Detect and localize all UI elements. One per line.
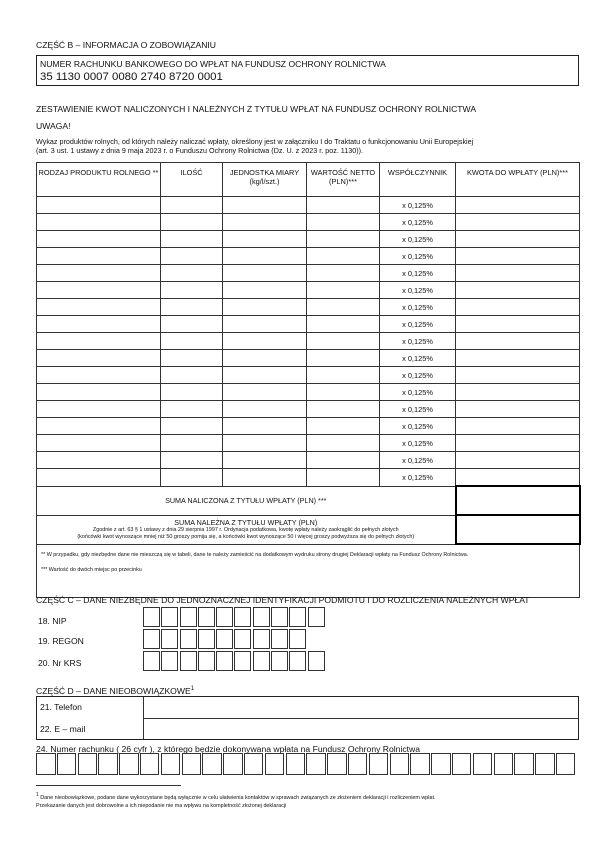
coefficient-cell: x 0,125% xyxy=(380,299,456,316)
input-cell[interactable] xyxy=(37,333,161,350)
digit-box[interactable] xyxy=(271,629,288,649)
coefficient-cell: x 0,125% xyxy=(380,469,456,487)
digit-box[interactable] xyxy=(180,607,197,627)
input-cell[interactable] xyxy=(307,367,380,384)
input-cell[interactable] xyxy=(37,350,161,367)
digit-box[interactable] xyxy=(57,753,77,775)
header-unit: JEDNOSTKA MIARY (kg/l/szt.) xyxy=(223,163,307,197)
table-row xyxy=(37,367,580,384)
input-cell[interactable] xyxy=(456,248,580,265)
digit-box[interactable] xyxy=(198,651,215,671)
account-number: 35 1130 0007 0080 2740 8720 0001 xyxy=(40,71,223,83)
input-cell[interactable] xyxy=(456,401,580,418)
digit-box[interactable] xyxy=(265,753,285,775)
input-cell[interactable] xyxy=(456,333,580,350)
input-cell[interactable] xyxy=(307,316,380,333)
input-cell[interactable] xyxy=(223,299,307,316)
input-cell[interactable] xyxy=(37,435,161,452)
digit-box[interactable] xyxy=(161,629,178,649)
input-cell[interactable] xyxy=(307,333,380,350)
input-cell[interactable] xyxy=(223,401,307,418)
digit-box[interactable] xyxy=(180,629,197,649)
sum-calculated-label xyxy=(37,486,456,515)
digit-box[interactable] xyxy=(119,753,139,775)
input-cell[interactable] xyxy=(161,401,223,418)
coefficient-cell: x 0,125% xyxy=(380,384,456,401)
sum-due-label xyxy=(37,515,456,544)
coefficient-cell: x 0,125% xyxy=(380,282,456,299)
digit-box[interactable] xyxy=(253,629,270,649)
coefficient-cell: x 0,125% xyxy=(380,350,456,367)
digit-box[interactable] xyxy=(234,607,251,627)
table-row xyxy=(37,231,580,248)
footnote-line-1 xyxy=(36,792,436,802)
input-cell[interactable] xyxy=(223,316,307,333)
digit-box[interactable] xyxy=(78,753,98,775)
input-cell[interactable] xyxy=(37,299,161,316)
footnote-double-star: ** W przypadku, gdy niezbędne dane nie mieszczą się w tabeli, dane te należy zamieścić na dodatkowym wydruku strony drugiej Deklaracji wpłaty na Fundusz Ochrony Rolnictwa. xyxy=(41,552,469,558)
input-cell[interactable] xyxy=(307,231,380,248)
account-source-label: 24. Numer rachunku ( 26 cyfr ), z którego będzie dokonywana wpłata na Fundusz Ochrony Rolnictwa xyxy=(36,744,421,754)
table-row xyxy=(37,350,580,367)
digit-box[interactable] xyxy=(535,753,555,775)
part-d-heading-text: CZĘŚĆ D – DANE NIEOBOWIĄZKOWE xyxy=(36,685,191,696)
input-cell[interactable] xyxy=(223,248,307,265)
header-net-value: WARTOŚĆ NETTO (PLN)*** xyxy=(307,163,380,197)
krs-input[interactable] xyxy=(143,651,326,671)
input-cell[interactable] xyxy=(456,197,580,214)
input-cell[interactable] xyxy=(307,197,380,214)
table-row xyxy=(37,316,580,333)
digit-box[interactable] xyxy=(494,753,514,775)
contact-box xyxy=(36,696,579,740)
input-cell[interactable] xyxy=(37,231,161,248)
phone-label: 21. Telefon xyxy=(40,702,82,712)
table-row xyxy=(37,214,580,231)
sum-due-field[interactable] xyxy=(456,515,580,544)
digit-box[interactable] xyxy=(161,607,178,627)
coefficient-cell: x 0,125% xyxy=(380,231,456,248)
input-cell[interactable] xyxy=(307,418,380,435)
input-cell[interactable] xyxy=(223,333,307,350)
input-cell[interactable] xyxy=(307,248,380,265)
input-cell[interactable] xyxy=(161,333,223,350)
digit-box[interactable] xyxy=(410,753,430,775)
digit-box[interactable] xyxy=(198,629,215,649)
note-line-1: Wykaz produktów rolnych, od których należy naliczać wpłaty, określony jest w załączniku I do Traktatu o funkcjonowaniu Unii Europejskiej xyxy=(36,137,474,146)
input-cell[interactable] xyxy=(307,401,380,418)
input-cell[interactable] xyxy=(37,248,161,265)
input-cell[interactable] xyxy=(223,231,307,248)
input-cell[interactable] xyxy=(223,197,307,214)
input-cell[interactable] xyxy=(37,469,161,487)
digit-box[interactable] xyxy=(234,629,251,649)
input-cell[interactable] xyxy=(456,435,580,452)
table-row xyxy=(37,282,580,299)
input-cell[interactable] xyxy=(161,452,223,469)
input-cell[interactable] xyxy=(37,197,161,214)
input-cell[interactable] xyxy=(161,265,223,282)
input-cell[interactable] xyxy=(37,265,161,282)
regon-label: 19. REGON xyxy=(38,636,84,646)
sum-due-note-2: (końcówki kwot wynoszące mniej niż 50 groszy pomija się, a końcówki kwot wynoszące 50 i więcej groszy podwyższa się do pełnych złotych) xyxy=(77,534,415,540)
input-cell[interactable] xyxy=(307,384,380,401)
input-cell[interactable] xyxy=(161,282,223,299)
input-cell[interactable] xyxy=(223,418,307,435)
input-cell[interactable] xyxy=(223,367,307,384)
coefficient-cell: x 0,125% xyxy=(380,333,456,350)
input-cell[interactable] xyxy=(456,384,580,401)
coefficient-cell: x 0,125% xyxy=(380,452,456,469)
nip-label: 18. NIP xyxy=(38,616,67,626)
input-cell[interactable] xyxy=(456,231,580,248)
input-cell[interactable] xyxy=(37,401,161,418)
table-row xyxy=(37,469,580,487)
input-cell[interactable] xyxy=(307,299,380,316)
coefficient-cell: x 0,125% xyxy=(380,214,456,231)
account-number-box xyxy=(36,55,579,86)
table-row xyxy=(37,418,580,435)
coefficient-cell: x 0,125% xyxy=(380,401,456,418)
header-quantity: ILOŚĆ xyxy=(161,163,223,197)
coefficient-cell: x 0,125% xyxy=(380,197,456,214)
digit-box[interactable] xyxy=(161,651,178,671)
coefficient-cell: x 0,125% xyxy=(380,265,456,282)
coefficient-cell: x 0,125% xyxy=(380,316,456,333)
digit-box[interactable] xyxy=(514,753,534,775)
input-cell[interactable] xyxy=(161,231,223,248)
nip-input[interactable] xyxy=(143,607,326,627)
input-cell[interactable] xyxy=(37,367,161,384)
digit-box[interactable] xyxy=(271,651,288,671)
input-cell[interactable] xyxy=(456,350,580,367)
digit-box[interactable] xyxy=(253,607,270,627)
products-table xyxy=(36,162,581,598)
footnote-divider xyxy=(36,785,181,786)
coefficient-cell: x 0,125% xyxy=(380,367,456,384)
digit-box[interactable] xyxy=(286,753,306,775)
account-label: NUMER RACHUNKU BANKOWEGO DO WPŁAT NA FUNDUSZ OCHRONY ROLNICTWA xyxy=(40,59,386,69)
digit-box[interactable] xyxy=(98,753,118,775)
table-row xyxy=(37,299,580,316)
table-footnotes xyxy=(37,544,580,598)
input-cell[interactable] xyxy=(307,214,380,231)
input-cell[interactable] xyxy=(223,469,307,487)
input-cell[interactable] xyxy=(456,265,580,282)
digit-box[interactable] xyxy=(216,651,233,671)
table-row xyxy=(37,333,580,350)
input-cell[interactable] xyxy=(307,350,380,367)
digit-box[interactable] xyxy=(452,753,472,775)
input-cell[interactable] xyxy=(456,214,580,231)
input-cell[interactable] xyxy=(161,367,223,384)
input-cell[interactable] xyxy=(456,299,580,316)
digit-box[interactable] xyxy=(244,753,264,775)
coefficient-cell: x 0,125% xyxy=(380,435,456,452)
digit-box[interactable] xyxy=(223,753,243,775)
digit-box[interactable] xyxy=(308,607,325,627)
input-cell[interactable] xyxy=(223,384,307,401)
krs-label: 20. Nr KRS xyxy=(38,658,82,668)
input-cell[interactable] xyxy=(223,282,307,299)
email-input[interactable] xyxy=(144,719,578,739)
input-cell[interactable] xyxy=(37,316,161,333)
digit-box[interactable] xyxy=(556,753,576,775)
input-cell[interactable] xyxy=(307,452,380,469)
digit-box[interactable] xyxy=(308,651,325,671)
input-cell[interactable] xyxy=(307,435,380,452)
digit-box[interactable] xyxy=(348,753,368,775)
input-cell[interactable] xyxy=(456,316,580,333)
footnote-triple-star: *** Wartość do dwóch miejsc po przecinku xyxy=(41,567,142,573)
input-cell[interactable] xyxy=(456,418,580,435)
account-source-input[interactable] xyxy=(36,753,577,775)
table-row xyxy=(37,452,580,469)
regon-input[interactable] xyxy=(143,629,308,649)
digit-box[interactable] xyxy=(143,629,160,649)
input-cell[interactable] xyxy=(37,384,161,401)
digit-box[interactable] xyxy=(202,753,222,775)
input-cell[interactable] xyxy=(37,214,161,231)
input-cell[interactable] xyxy=(161,435,223,452)
footnote-mark: 1 xyxy=(36,792,39,798)
sum-calculated-field[interactable] xyxy=(456,486,580,515)
digit-box[interactable] xyxy=(289,607,306,627)
uwaga-label: UWAGA! xyxy=(36,121,71,131)
input-cell[interactable] xyxy=(37,452,161,469)
table-row xyxy=(37,435,580,452)
input-cell[interactable] xyxy=(456,367,580,384)
digit-box[interactable] xyxy=(161,753,181,775)
coefficient-cell: x 0,125% xyxy=(380,418,456,435)
part-c-heading: CZĘŚĆ C – DANE NIEZBĘDNE DO JEDNOZNACZNEJ IDENTYFIKACJI PODMIOTU I DO ROZLICZENIA NALEŻNYCH WPŁAT xyxy=(36,595,530,605)
part-d-heading xyxy=(36,684,194,696)
input-cell[interactable] xyxy=(161,299,223,316)
input-cell[interactable] xyxy=(456,452,580,469)
digit-box[interactable] xyxy=(140,753,160,775)
table-row xyxy=(37,384,580,401)
input-cell[interactable] xyxy=(223,435,307,452)
table-row xyxy=(37,265,580,282)
digit-box[interactable] xyxy=(216,629,233,649)
input-cell[interactable] xyxy=(307,282,380,299)
digit-box[interactable] xyxy=(473,753,493,775)
digit-box[interactable] xyxy=(289,651,306,671)
coefficient-cell: x 0,125% xyxy=(380,248,456,265)
input-cell[interactable] xyxy=(223,452,307,469)
part-b-heading: CZĘŚĆ B – INFORMACJA O ZOBOWIĄZANIU xyxy=(36,40,217,50)
header-product: RODZAJ PRODUKTU ROLNEGO ** xyxy=(37,163,161,197)
digit-box[interactable] xyxy=(327,753,347,775)
table-row xyxy=(37,197,580,214)
header-coefficient: WSPÓŁCZYNNIK xyxy=(380,163,456,197)
input-cell[interactable] xyxy=(223,214,307,231)
sum-due-note-1: Zgodnie z art. 63 § 1 ustawy z dnia 29 sierpnia 1997 r. Ordynacja podatkowa, kwotę wpłaty należy zaokrąglić do pełnych złotych xyxy=(92,527,399,533)
digit-box[interactable] xyxy=(431,753,451,775)
digit-box[interactable] xyxy=(180,651,197,671)
digit-box[interactable] xyxy=(390,753,410,775)
table-row xyxy=(37,401,580,418)
digit-box[interactable] xyxy=(253,651,270,671)
input-cell[interactable] xyxy=(161,384,223,401)
input-cell[interactable] xyxy=(161,197,223,214)
input-cell[interactable] xyxy=(223,350,307,367)
digit-box[interactable] xyxy=(198,607,215,627)
input-cell[interactable] xyxy=(161,214,223,231)
summary-heading: ZESTAWIENIE KWOT NALICZONYCH I NALEŻNYCH Z TYTUŁU WPŁAT NA FUNDUSZ OCHRONY ROLNICTWA xyxy=(36,104,477,114)
header-amount: KWOTA DO WPŁATY (PLN)*** xyxy=(456,163,580,197)
table-row xyxy=(37,248,580,265)
digit-box[interactable] xyxy=(143,607,160,627)
input-cell[interactable] xyxy=(161,418,223,435)
input-cell[interactable] xyxy=(161,248,223,265)
input-cell[interactable] xyxy=(37,282,161,299)
input-cell[interactable] xyxy=(37,418,161,435)
digit-box[interactable] xyxy=(289,629,306,649)
digit-box[interactable] xyxy=(143,651,160,671)
digit-box[interactable] xyxy=(306,753,326,775)
sum-due-text: SUMA NALEŻNA Z TYTUŁU WPŁATY (PLN) xyxy=(174,518,318,527)
email-label: 22. E – mail xyxy=(40,724,86,734)
input-cell[interactable] xyxy=(307,265,380,282)
input-cell[interactable] xyxy=(161,350,223,367)
input-cell[interactable] xyxy=(223,265,307,282)
digit-box[interactable] xyxy=(36,753,56,775)
digit-box[interactable] xyxy=(216,607,233,627)
input-cell[interactable] xyxy=(161,316,223,333)
footnote-line-2: Przekazanie danych jest dobrowolne a ich niepodanie nie ma wpływu na kompletność złożonej deklaracji xyxy=(36,803,287,809)
input-cell[interactable] xyxy=(456,469,580,487)
sum-calculated-text: SUMA NALICZONA Z TYTUŁU WPŁATY (PLN) *** xyxy=(165,496,327,505)
input-cell[interactable] xyxy=(456,282,580,299)
digit-box[interactable] xyxy=(182,753,202,775)
input-cell[interactable] xyxy=(161,469,223,487)
digit-box[interactable] xyxy=(369,753,389,775)
input-cell[interactable] xyxy=(307,469,380,487)
footnote-text-1: Dane nieobowiązkowe, podane dane wykorzystane będą wyłącznie w celu ułatwienia kontaktów w sprawach związanych ze złożeniem deklaracji i rozliczeniem wpłat. xyxy=(40,794,436,801)
digit-box[interactable] xyxy=(271,607,288,627)
digit-box[interactable] xyxy=(234,651,251,671)
phone-input[interactable] xyxy=(144,697,578,718)
note-line-2: (art. 3 ust. 1 ustawy z dnia 9 maja 2023 r. o Funduszu Ochrony Rolnictwa (Dz. U. z 2023 r. poz. 1130)). xyxy=(36,146,364,155)
part-d-heading-sup: 1 xyxy=(190,686,195,692)
